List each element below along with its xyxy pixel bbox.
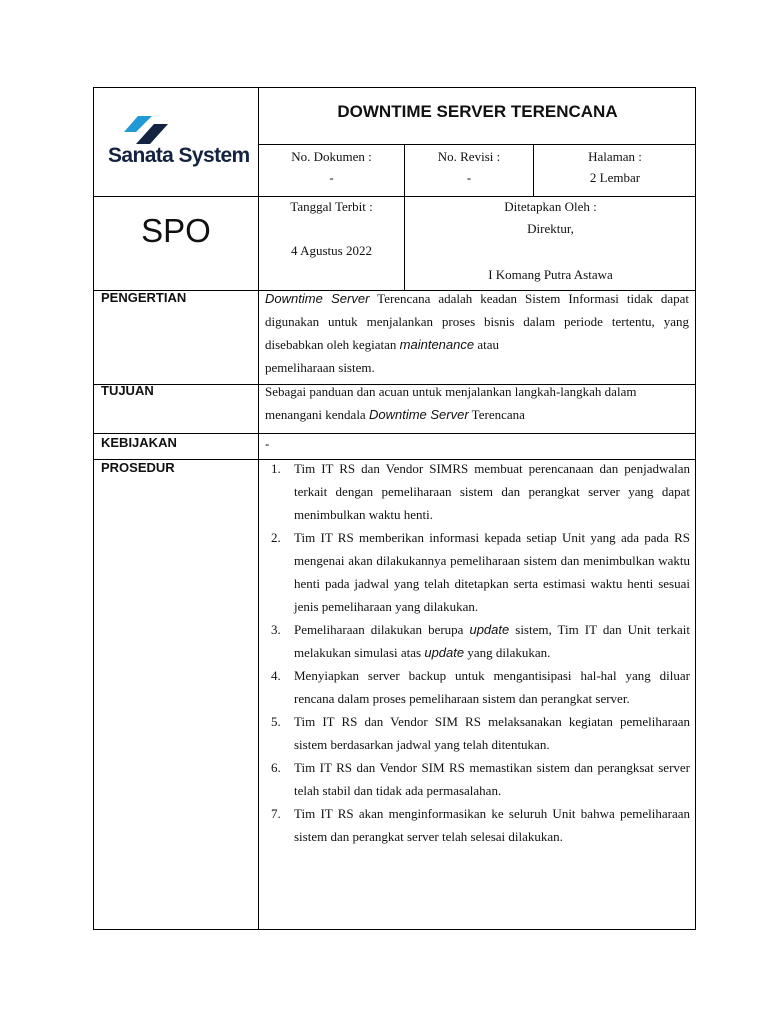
procedure-step (259, 802, 690, 848)
pengertian-text-2: atau (474, 337, 500, 352)
procedure-step (259, 664, 690, 710)
section-label-pengertian: PENGERTIAN (101, 290, 187, 305)
title-divider (258, 144, 696, 145)
step-number: 5. (271, 714, 281, 729)
step-number: 1. (271, 461, 281, 476)
doc-number (259, 146, 404, 188)
step-text: Tim IT RS memberikan informasi kepada setiap Unit yang ada pada RS mengenai akan dilakukannya pemeliharaan sistem dan menimbulkan waktu henti pada jadwal yang telah ditetapkan serta estimasi waktu henti sesuai jenis pemeliharaan yang dilakukan. (294, 530, 690, 614)
procedure-step (259, 526, 690, 618)
term-downtime-server: Downtime Server (265, 291, 370, 306)
tujuan-text-2: Terencana (468, 407, 525, 422)
section-text-tujuan (265, 380, 689, 426)
step-text: yang dilakukan. (464, 645, 551, 660)
page-value: 2 Lembar (589, 170, 641, 185)
page-count (534, 146, 696, 188)
step-text: Tim IT RS dan Vendor SIM RS melaksanakan kegiatan pemeliharaan sistem berdasarkan jadwal yang telah ditentukan. (294, 714, 690, 752)
procedure-step (259, 618, 690, 664)
pengertian-text-1: Terencana adalah keadan Sistem Informasi tidak dapat digunakan untuk menjalankan proses bisnis dalam periode tertentu, yang disebabkan oleh kegiatan (265, 291, 689, 352)
revision-value: - (466, 170, 472, 185)
company-name: Sanata System (108, 144, 250, 167)
doc-number-label: No. Dokumen : (291, 149, 372, 164)
term-downtime-server-2: Downtime Server (368, 407, 469, 422)
step-text: Menyiapkan server backup untuk mengantisipasi hal-hal yang diluar rencana dalam proses pemeliharaan sistem dan perangkat server. (294, 668, 690, 706)
revision-number (405, 146, 533, 188)
section-text-pengertian (265, 287, 689, 379)
step-number: 6. (271, 760, 281, 775)
procedure-list (259, 457, 690, 848)
section-label-tujuan: TUJUAN (101, 383, 154, 398)
spo-document (93, 87, 696, 930)
step-text: Tim IT RS dan Vendor SIM RS memastikan sistem dan perangksat server telah stabil dan tidak ada permasalahan. (294, 760, 690, 798)
tujuan-text-1: Sebagai panduan dan acuan untuk menjalankan langkah-langkah dalam menangani kendala (265, 384, 637, 422)
approved-by-label: Ditetapkan Oleh : (504, 199, 597, 214)
procedure-step (259, 457, 690, 526)
step-number: 3. (271, 622, 281, 637)
logo-mark-icon (124, 116, 170, 146)
step-number: 4. (271, 668, 281, 683)
company-logo (94, 88, 258, 196)
term-maintenance: maintenance (399, 337, 475, 352)
doc-number-value: - (329, 170, 334, 185)
approved-role: Direktur, (527, 221, 574, 236)
step-text: Pemeliharaan dilakukan berupa (294, 622, 470, 637)
section-label-prosedur: PROSEDUR (101, 460, 175, 475)
step-number: 7. (271, 806, 281, 821)
section-label-kebijakan: KEBIJAKAN (101, 435, 177, 450)
spo-label: SPO (141, 212, 211, 249)
step-text: Tim IT RS dan Vendor SIMRS membuat perencanaan dan penjadwalan terkait dengan pemeliharaan sistem dan perangkat server yang dapat menimbulkan waktu henti. (294, 461, 690, 522)
page-label: Halaman : (588, 149, 642, 164)
pengertian-text-3: pemeliharaan sistem. (265, 360, 375, 375)
step-text: Tim IT RS akan menginformasikan ke seluruh Unit bahwa pemeliharaan sistem dan perangkat server telah selesai dilakukan. (294, 806, 690, 844)
procedure-step (259, 710, 690, 756)
document-title: DOWNTIME SERVER TERENCANA (337, 102, 618, 121)
revision-label: No. Revisi : (437, 149, 501, 164)
issue-date-label: Tanggal Terbit : (290, 199, 373, 214)
approved-name: I Komang Putra Astawa (488, 267, 613, 282)
issue-date-value: 4 Agustus 2022 (291, 243, 372, 258)
term-update: update (424, 645, 465, 660)
step-text: sistem, Tim IT dan Unit terkait melakukan simulasi atas (294, 622, 690, 660)
procedure-step (259, 756, 690, 802)
term-update: update (469, 622, 510, 637)
section-text-kebijakan: - (265, 436, 270, 451)
step-number: 2. (271, 530, 281, 545)
